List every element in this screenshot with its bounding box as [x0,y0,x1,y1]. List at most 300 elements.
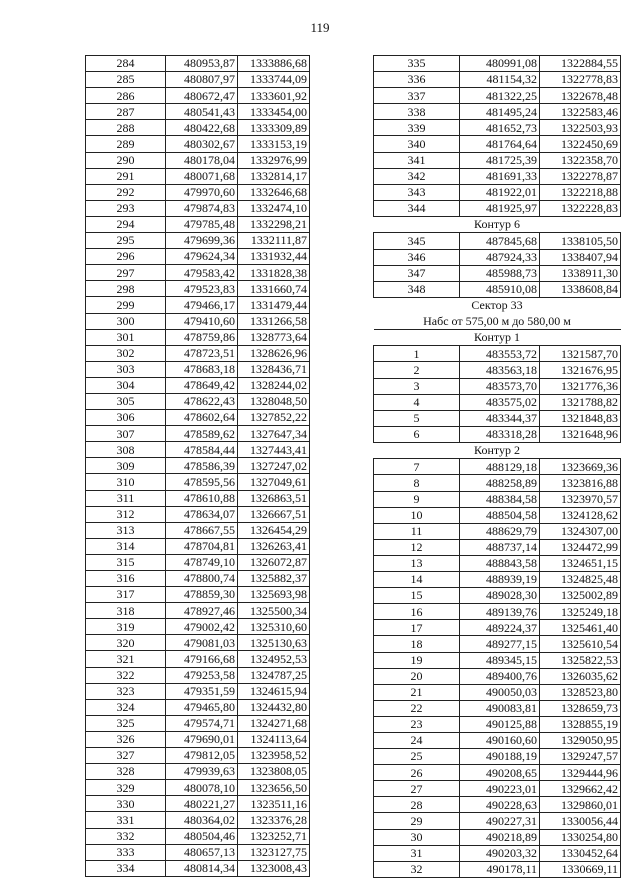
contour-2-label: Контур 2 [374,442,621,459]
y-coordinate-cell: 1321587,70 [540,346,621,362]
table-row [86,136,310,152]
table-row [374,136,621,152]
y-coordinate-cell: 1325822,53 [540,652,621,668]
x-coordinate-cell: 488504,58 [460,507,540,523]
table-row [86,571,310,587]
table-row [86,715,310,731]
y-coordinate-cell: 1331828,38 [238,265,310,281]
point-number-cell: 304 [86,377,166,393]
point-number-cell: 11 [374,523,460,539]
point-number-cell: 323 [86,683,166,699]
table-row [374,539,621,555]
y-coordinate-cell: 1321848,83 [540,410,621,426]
point-number-cell: 337 [374,88,460,104]
y-coordinate-cell: 1328523,80 [540,684,621,700]
table-row [86,72,310,88]
table-row [86,554,310,570]
y-coordinate-cell: 1326263,41 [238,538,310,554]
x-coordinate-cell: 488258,89 [460,475,540,491]
x-coordinate-cell: 481925,97 [460,200,540,216]
table-row [374,104,621,120]
sector-title: Сектор 33 [471,298,523,313]
table-row [86,603,310,619]
point-number-cell: 317 [86,587,166,603]
x-coordinate-cell: 489345,15 [460,652,540,668]
x-coordinate-cell: 480657,13 [166,844,238,860]
table-row [374,572,621,588]
x-coordinate-cell: 478704,81 [166,538,238,554]
point-number-cell: 335 [374,56,460,72]
table-row [374,346,621,362]
table-row [86,683,310,699]
x-coordinate-cell: 483575,02 [460,394,540,410]
x-coordinate-cell: 478749,10 [166,554,238,570]
sector-subtitle: Набс от 575,00 м до 580,00 м [423,313,571,328]
table-row [86,361,310,377]
table-row [374,700,621,716]
point-number-cell: 22 [374,700,460,716]
y-coordinate-cell: 1321776,36 [540,378,621,394]
x-coordinate-cell: 480071,68 [166,168,238,184]
y-coordinate-cell: 1322450,69 [540,136,621,152]
y-coordinate-cell: 1328244,02 [238,377,310,393]
y-coordinate-cell: 1322358,70 [540,152,621,168]
point-number-cell: 21 [374,684,460,700]
x-coordinate-cell: 485988,73 [460,265,540,281]
point-number-cell: 298 [86,281,166,297]
sector-title-row [374,297,621,313]
y-coordinate-cell: 1322884,55 [540,56,621,72]
point-number-cell: 15 [374,588,460,604]
y-coordinate-cell: 1322218,88 [540,184,621,200]
point-number-cell: 287 [86,104,166,120]
point-number-cell: 16 [374,604,460,620]
table-row [86,748,310,764]
x-coordinate-cell: 479699,36 [166,233,238,249]
x-coordinate-cell: 483553,72 [460,346,540,362]
point-number-cell: 341 [374,152,460,168]
point-number-cell: 8 [374,475,460,491]
point-number-cell: 20 [374,668,460,684]
y-coordinate-cell: 1322778,83 [540,72,621,88]
point-number-cell: 344 [374,200,460,216]
point-number-cell: 328 [86,764,166,780]
table-row [86,522,310,538]
y-coordinate-cell: 1324113,64 [238,731,310,747]
table-row [86,88,310,104]
point-number-cell: 339 [374,120,460,136]
point-number-cell: 327 [86,748,166,764]
y-coordinate-cell: 1324651,15 [540,555,621,571]
table-row [374,152,621,168]
y-coordinate-cell: 1325002,89 [540,588,621,604]
x-coordinate-cell: 478683,18 [166,361,238,377]
table-row [86,265,310,281]
table-row [374,845,621,861]
contour-1-label: Контур 1 [374,329,621,346]
table-row [374,491,621,507]
y-coordinate-cell: 1323008,43 [238,860,310,876]
point-number-cell: 306 [86,410,166,426]
table-row [86,780,310,796]
table-row [374,362,621,378]
point-number-cell: 3 [374,378,460,394]
point-number-cell: 23 [374,716,460,732]
y-coordinate-cell: 1325249,18 [540,604,621,620]
contour-1-label-row [374,329,621,346]
y-coordinate-cell: 1332474,10 [238,200,310,216]
x-coordinate-cell: 478589,62 [166,426,238,442]
x-coordinate-cell: 479081,03 [166,635,238,651]
point-number-cell: 315 [86,554,166,570]
point-number-cell: 6 [374,426,460,442]
x-coordinate-cell: 490160,60 [460,732,540,748]
table-row [374,604,621,620]
table-row [374,507,621,523]
x-coordinate-cell: 490203,32 [460,845,540,861]
point-number-cell: 26 [374,765,460,781]
x-coordinate-cell: 490188,19 [460,749,540,765]
y-coordinate-cell: 1333454,00 [238,104,310,120]
y-coordinate-cell: 1322278,87 [540,168,621,184]
table-row [374,249,621,265]
y-coordinate-cell: 1321788,82 [540,394,621,410]
point-number-cell: 314 [86,538,166,554]
y-coordinate-cell: 1328773,64 [238,329,310,345]
point-number-cell: 334 [86,860,166,876]
point-number-cell: 30 [374,829,460,845]
y-coordinate-cell: 1328659,73 [540,700,621,716]
point-number-cell: 284 [86,56,166,72]
x-coordinate-cell: 490050,03 [460,684,540,700]
y-coordinate-cell: 1326454,29 [238,522,310,538]
point-number-cell: 289 [86,136,166,152]
x-coordinate-cell: 481495,24 [460,104,540,120]
y-coordinate-cell: 1325610,54 [540,636,621,652]
table-row [374,265,621,281]
point-number-cell: 24 [374,732,460,748]
x-coordinate-cell: 478634,07 [166,506,238,522]
table-row [374,475,621,491]
x-coordinate-cell: 489139,76 [460,604,540,620]
y-coordinate-cell: 1332814,17 [238,168,310,184]
point-number-cell: 342 [374,168,460,184]
table-row [374,684,621,700]
y-coordinate-cell: 1325130,63 [238,635,310,651]
table-row [374,861,621,877]
table-row [374,797,621,813]
point-number-cell: 338 [374,104,460,120]
x-coordinate-cell: 480178,04 [166,152,238,168]
y-coordinate-cell: 1330254,80 [540,829,621,845]
table-row [374,620,621,636]
point-number-cell: 302 [86,345,166,361]
point-number-cell: 347 [374,265,460,281]
table-row [86,731,310,747]
y-coordinate-cell: 1325882,37 [238,571,310,587]
point-number-cell: 332 [86,828,166,844]
x-coordinate-cell: 480672,47 [166,88,238,104]
point-number-cell: 325 [86,715,166,731]
y-coordinate-cell: 1327647,34 [238,426,310,442]
point-number-cell: 293 [86,200,166,216]
point-number-cell: 340 [374,136,460,152]
x-coordinate-cell: 488843,58 [460,555,540,571]
y-coordinate-cell: 1327852,22 [238,410,310,426]
x-coordinate-cell: 478667,55 [166,522,238,538]
x-coordinate-cell: 488737,14 [460,539,540,555]
point-number-cell: 32 [374,861,460,877]
y-coordinate-cell: 1329860,01 [540,797,621,813]
y-coordinate-cell: 1324615,94 [238,683,310,699]
point-number-cell: 321 [86,651,166,667]
point-number-cell: 288 [86,120,166,136]
x-coordinate-cell: 489400,76 [460,668,540,684]
x-coordinate-cell: 479690,01 [166,731,238,747]
x-coordinate-cell: 490218,89 [460,829,540,845]
table-row [374,668,621,684]
table-row [374,781,621,797]
table-row [374,732,621,748]
x-coordinate-cell: 480541,43 [166,104,238,120]
point-number-cell: 343 [374,184,460,200]
x-coordinate-cell: 478759,86 [166,329,238,345]
y-coordinate-cell: 1327049,61 [238,474,310,490]
table-row [374,281,621,297]
y-coordinate-cell: 1322583,46 [540,104,621,120]
x-coordinate-cell: 488629,79 [460,523,540,539]
x-coordinate-cell: 479523,83 [166,281,238,297]
table-row [374,168,621,184]
right-coordinate-table [373,55,620,878]
table-row [86,667,310,683]
table-row [374,88,621,104]
point-number-cell: 324 [86,699,166,715]
y-coordinate-cell: 1325461,40 [540,620,621,636]
x-coordinate-cell: 479874,83 [166,200,238,216]
table-row [86,56,310,72]
x-coordinate-cell: 490227,31 [460,813,540,829]
x-coordinate-cell: 481322,25 [460,88,540,104]
x-coordinate-cell: 478859,30 [166,587,238,603]
point-number-cell: 310 [86,474,166,490]
point-number-cell: 25 [374,749,460,765]
table-row [374,394,621,410]
point-number-cell: 14 [374,572,460,588]
table-row [86,297,310,313]
x-coordinate-cell: 489224,37 [460,620,540,636]
table-row [374,459,621,475]
point-number-cell: 290 [86,152,166,168]
point-number-cell: 5 [374,410,460,426]
x-coordinate-cell: 481764,64 [460,136,540,152]
x-coordinate-cell: 490125,88 [460,716,540,732]
y-coordinate-cell: 1333153,19 [238,136,310,152]
y-coordinate-cell: 1324825,48 [540,572,621,588]
y-coordinate-cell: 1323669,36 [540,459,621,475]
point-number-cell: 345 [374,233,460,249]
table-row [86,796,310,812]
y-coordinate-cell: 1331660,74 [238,281,310,297]
point-number-cell: 318 [86,603,166,619]
point-number-cell: 1 [374,346,460,362]
y-coordinate-cell: 1332646,68 [238,184,310,200]
table-row [86,168,310,184]
table-row [86,635,310,651]
y-coordinate-cell: 1329662,42 [540,781,621,797]
y-coordinate-cell: 1322678,48 [540,88,621,104]
x-coordinate-cell: 478723,51 [166,345,238,361]
point-number-cell: 2 [374,362,460,378]
y-coordinate-cell: 1330452,64 [540,845,621,861]
page-number: 119 [310,20,330,35]
y-coordinate-cell: 1328855,19 [540,716,621,732]
table-row [86,120,310,136]
x-coordinate-cell: 480078,10 [166,780,238,796]
point-number-cell: 336 [374,72,460,88]
table-row [86,506,310,522]
y-coordinate-cell: 1324787,25 [238,667,310,683]
table-row [86,184,310,200]
x-coordinate-cell: 480302,67 [166,136,238,152]
y-coordinate-cell: 1333601,92 [238,88,310,104]
x-coordinate-cell: 481691,33 [460,168,540,184]
point-number-cell: 297 [86,265,166,281]
y-coordinate-cell: 1338608,84 [540,281,621,297]
point-number-cell: 295 [86,233,166,249]
table-row [374,636,621,652]
point-number-cell: 294 [86,216,166,232]
x-coordinate-cell: 485910,08 [460,281,540,297]
table-row [86,764,310,780]
y-coordinate-cell: 1327443,41 [238,442,310,458]
y-coordinate-cell: 1338911,30 [540,265,621,281]
x-coordinate-cell: 490223,01 [460,781,540,797]
x-coordinate-cell: 487924,33 [460,249,540,265]
x-coordinate-cell: 481922,01 [460,184,540,200]
point-number-cell: 348 [374,281,460,297]
y-coordinate-cell: 1329247,57 [540,749,621,765]
y-coordinate-cell: 1333886,68 [238,56,310,72]
point-number-cell: 300 [86,313,166,329]
point-number-cell: 29 [374,813,460,829]
y-coordinate-cell: 1324432,80 [238,699,310,715]
y-coordinate-cell: 1323816,88 [540,475,621,491]
y-coordinate-cell: 1324128,62 [540,507,621,523]
x-coordinate-cell: 480807,97 [166,72,238,88]
table-row [86,651,310,667]
table-row [374,555,621,571]
x-coordinate-cell: 479466,17 [166,297,238,313]
contour-2-label-row [374,442,621,459]
point-number-cell: 322 [86,667,166,683]
y-coordinate-cell: 1338407,94 [540,249,621,265]
point-number-cell: 19 [374,652,460,668]
x-coordinate-cell: 480953,87 [166,56,238,72]
point-number-cell: 299 [86,297,166,313]
table-row [374,120,621,136]
x-coordinate-cell: 483563,18 [460,362,540,378]
point-number-cell: 4 [374,394,460,410]
x-coordinate-cell: 489028,30 [460,588,540,604]
table-row [86,233,310,249]
y-coordinate-cell: 1321648,96 [540,426,621,442]
point-number-cell: 313 [86,522,166,538]
y-coordinate-cell: 1321676,95 [540,362,621,378]
y-coordinate-cell: 1329444,96 [540,765,621,781]
x-coordinate-cell: 478610,88 [166,490,238,506]
point-number-cell: 330 [86,796,166,812]
y-coordinate-cell: 1324307,00 [540,523,621,539]
table-row [374,56,621,72]
y-coordinate-cell: 1323127,75 [238,844,310,860]
point-number-cell: 303 [86,361,166,377]
table-row [86,281,310,297]
y-coordinate-cell: 1326667,51 [238,506,310,522]
x-coordinate-cell: 478595,56 [166,474,238,490]
table-row [86,216,310,232]
table-row [86,490,310,506]
y-coordinate-cell: 1323970,57 [540,491,621,507]
table-row [374,200,621,216]
x-coordinate-cell: 487845,68 [460,233,540,249]
x-coordinate-cell: 479574,71 [166,715,238,731]
table-row [374,410,621,426]
x-coordinate-cell: 480991,08 [460,56,540,72]
x-coordinate-cell: 483318,28 [460,426,540,442]
y-coordinate-cell: 1332298,21 [238,216,310,232]
y-coordinate-cell: 1326863,51 [238,490,310,506]
table-row [374,716,621,732]
y-coordinate-cell: 1323252,71 [238,828,310,844]
table-row [86,812,310,828]
table-row [86,458,310,474]
x-coordinate-cell: 479410,60 [166,313,238,329]
x-coordinate-cell: 480814,34 [166,860,238,876]
point-number-cell: 326 [86,731,166,747]
y-coordinate-cell: 1324271,68 [238,715,310,731]
point-number-cell: 309 [86,458,166,474]
x-coordinate-cell: 479812,05 [166,748,238,764]
y-coordinate-cell: 1332111,87 [238,233,310,249]
table-row [374,652,621,668]
x-coordinate-cell: 483344,37 [460,410,540,426]
point-number-cell: 346 [374,249,460,265]
y-coordinate-cell: 1330669,11 [540,861,621,877]
x-coordinate-cell: 478584,44 [166,442,238,458]
contour-6-label-row [374,216,621,233]
y-coordinate-cell: 1326035,62 [540,668,621,684]
point-number-cell: 7 [374,459,460,475]
table-row [86,474,310,490]
x-coordinate-cell: 488129,18 [460,459,540,475]
x-coordinate-cell: 483573,70 [460,378,540,394]
x-coordinate-cell: 490083,81 [460,700,540,716]
table-row [86,377,310,393]
x-coordinate-cell: 481154,32 [460,72,540,88]
y-coordinate-cell: 1325500,34 [238,603,310,619]
y-coordinate-cell: 1327247,02 [238,458,310,474]
x-coordinate-cell: 479465,80 [166,699,238,715]
point-number-cell: 305 [86,393,166,409]
x-coordinate-cell: 490178,11 [460,861,540,877]
table-row [86,587,310,603]
table-row [86,200,310,216]
y-coordinate-cell: 1323808,05 [238,764,310,780]
x-coordinate-cell: 480504,46 [166,828,238,844]
point-number-cell: 291 [86,168,166,184]
point-number-cell: 28 [374,797,460,813]
